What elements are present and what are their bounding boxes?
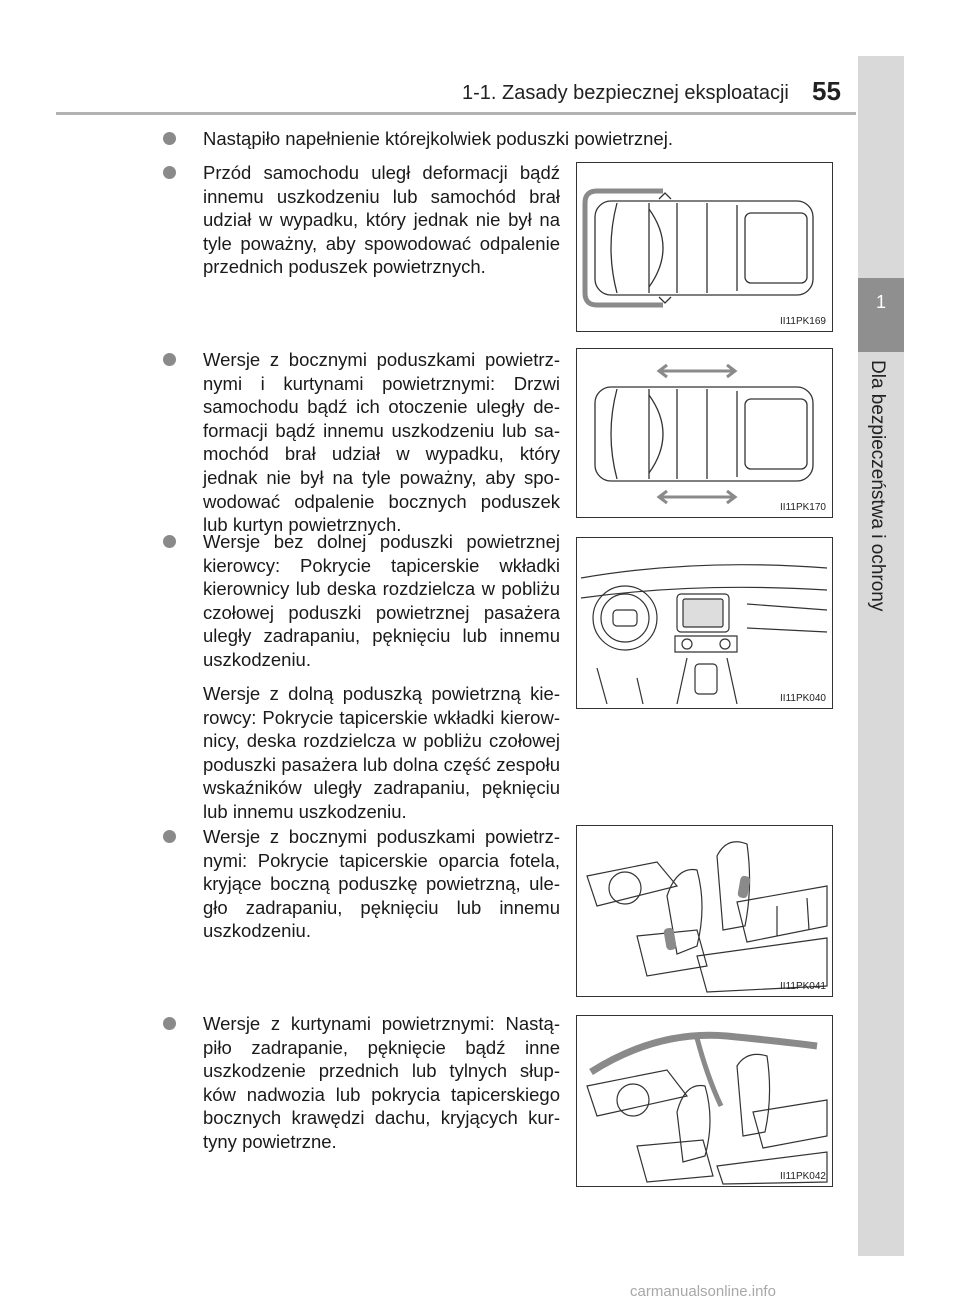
bullet-text: Wersje z bocznymi poduszkami powietrz- nymi: Pokrycie tapicerskie oparcia fotela, kryjące boczną poduszkę powietrzną, ule- gło zadrapaniu, pęknięciu lub innemu uszkodzeniu. <box>203 826 560 942</box>
footer-watermark: carmanualsonline.info <box>630 1283 776 1300</box>
figure-dashboard <box>576 537 833 709</box>
figure-code: II11PK041 <box>780 981 826 992</box>
bullet-item <box>182 161 560 279</box>
bullet-text: Wersje z kurtynami powietrznymi: Nastą- piło zadrapanie, pęknięcie bądź inne uszkodzenie przednich lub tylnych słup- ków nadwozia lub pokrycia tapicerskiego bocznych krawędzi dachu, kryjących kur- tyny powietrzne. <box>203 1013 560 1152</box>
bullet-text: Wersje bez dolnej poduszki powietrznej kierowcy: Pokrycie tapicerskie wkładki kierownicy lub deska rozdzielcza w pobliżu czołowej poduszki powietrznej pasażera uległy zadrapaniu, pęknięciu lub innemu uszkodzeniu. <box>203 531 560 670</box>
bullet-dot <box>163 1017 176 1030</box>
bullet-dot <box>163 535 176 548</box>
curtain-airbag-illustration <box>577 1016 831 1185</box>
bullet-dot <box>163 166 176 179</box>
car-top-view-side-illustration <box>577 349 831 516</box>
page-number: 55 <box>812 76 841 106</box>
figure-curtain-airbag <box>576 1015 833 1187</box>
bullet-item <box>182 825 560 943</box>
bullet-dot <box>163 132 176 145</box>
sub-paragraph: Wersje z dolną poduszką powietrzną kie- rowcy: Pokrycie tapicerskie wkładki kierow- nicy, deska rozdzielcza w pobliżu czołowej poduszki pasażera lub dolna część zespołu wskaźników uległy zadrapaniu, pęknięciu lub innemu uszkodzeniu. <box>203 683 560 822</box>
figure-code: II11PK169 <box>780 316 826 327</box>
bullet-dot <box>163 830 176 843</box>
figure-side-damage <box>576 348 833 518</box>
car-top-view-illustration <box>577 163 831 330</box>
chapter-number-box <box>858 278 904 352</box>
bullet-text: Nastąpiło napełnienie którejkolwiek poduszki powietrznej. <box>203 128 673 149</box>
chapter-number: 1 <box>875 292 886 312</box>
dashboard-illustration <box>577 538 831 707</box>
figure-seat-side-airbag <box>576 825 833 997</box>
bullet-text: Przód samochodu uległ deformacji bądź innemu uszkodzeniu lub samochód brał udział w wypadku, który jednak nie był na tyle poważny, aby spowodować odpalenie przednich poduszek powietrznych. <box>203 162 560 278</box>
figure-code: II11PK170 <box>780 502 826 513</box>
bullet-dot <box>163 353 176 366</box>
bullet-item <box>182 127 742 151</box>
figure-code: II11PK040 <box>780 693 826 704</box>
header-divider <box>56 112 856 115</box>
bullet-item <box>182 530 560 672</box>
bullet-item <box>182 348 560 537</box>
chapter-side-tab <box>858 56 904 1256</box>
bullet-item <box>182 1012 560 1154</box>
figure-code: II11PK042 <box>780 1171 826 1182</box>
seats-illustration <box>577 826 831 995</box>
section-title: 1-1. Zasady bezpiecznej eksploatacji <box>462 82 789 104</box>
chapter-label: Dla bezpieczeństwa i ochrony <box>867 360 888 612</box>
bullet-text: Wersje z bocznymi poduszkami powietrz- nymi i kurtynami powietrznymi: Drzwi samochodu bądź ich otoczenie uległy de- formacji bądź innemu uszkodzeniu lub sa- mochód brał udział w wypadku, który jednak nie był na tyle poważny, aby spo- wodować odpalenie bocznych poduszek lub kurtyn powietrznych. <box>203 349 560 536</box>
figure-front-damage <box>576 162 833 332</box>
